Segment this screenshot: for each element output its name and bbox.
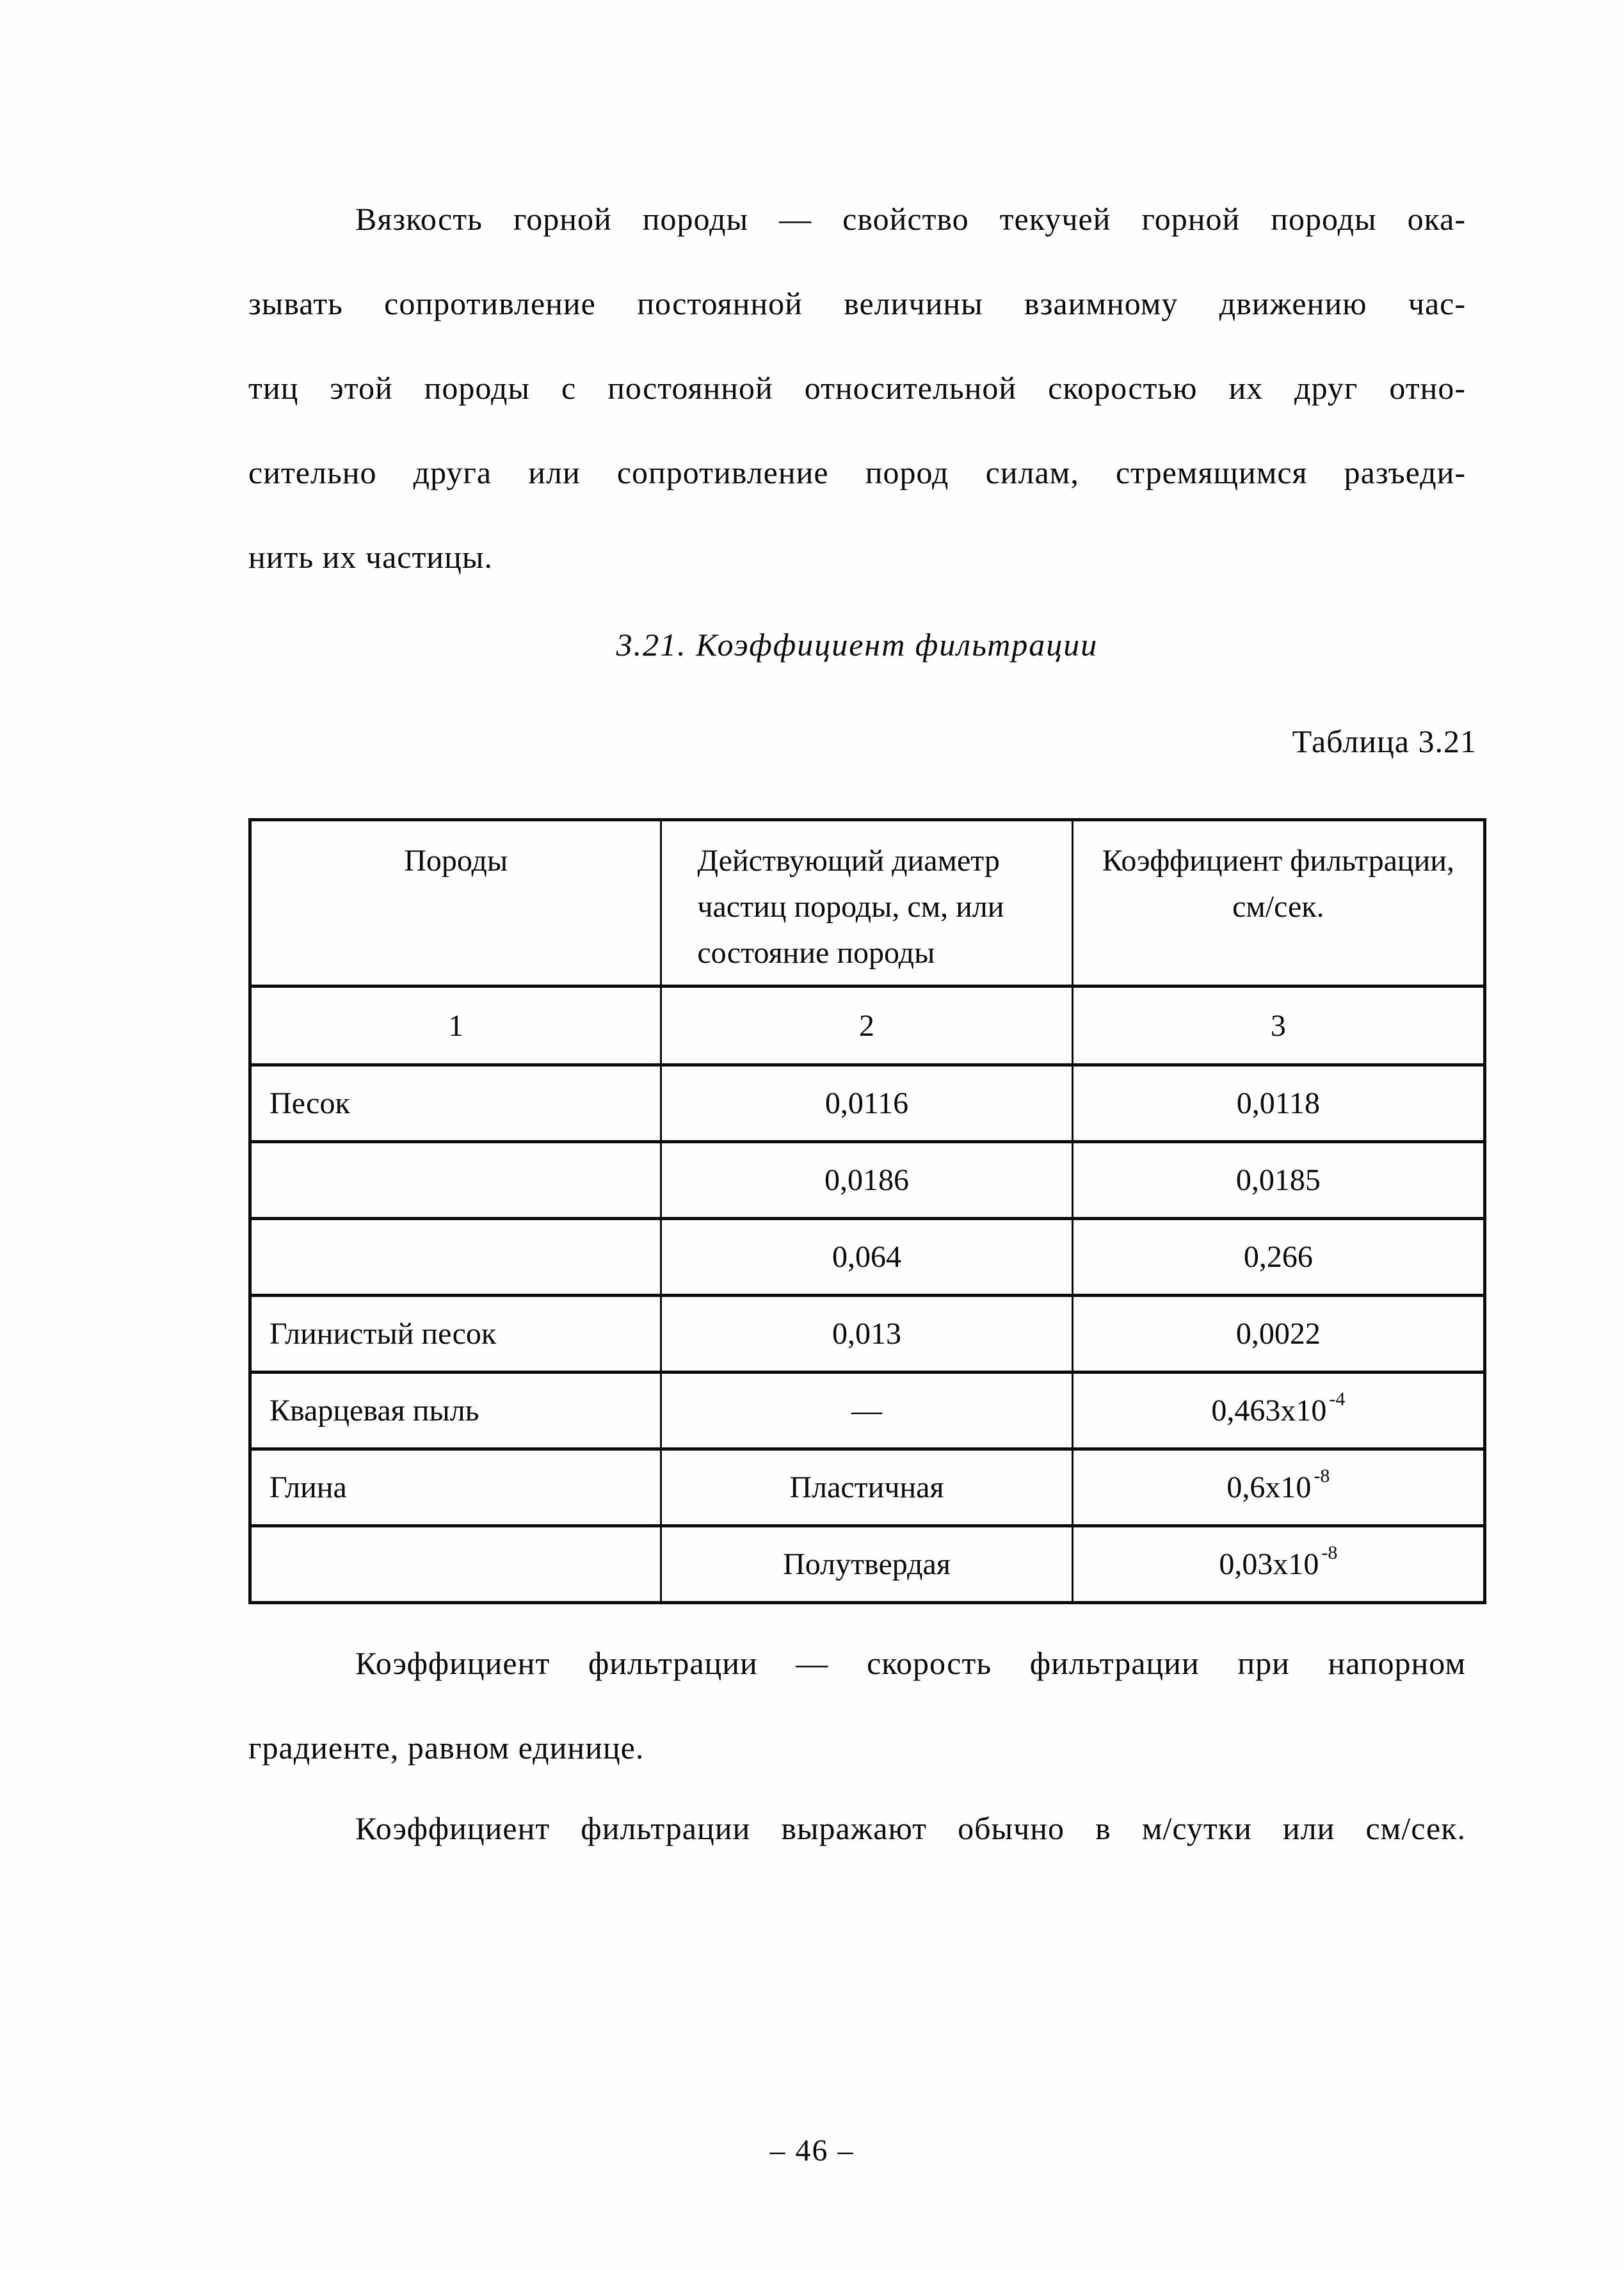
cell-diameter: 0,013 [661,1296,1072,1372]
paragraph-line: градиенте, равном единице. [248,1730,645,1766]
cell-diameter: 0,064 [661,1219,1072,1296]
cell-rock: Глинистый песок [250,1296,661,1372]
table-row [250,1142,1485,1219]
cell-rock: Кварцевая пыль [250,1372,661,1449]
coefficient-base: 0,03x10 [1219,1547,1319,1581]
paragraph-line: Коэффициент фильтрации выражают обычно в м/сутки или см/сек. [355,1810,1466,1846]
column-number-row [250,986,1485,1065]
table-row [250,1219,1485,1296]
cell-rock: Глина [250,1449,661,1526]
paragraph-line: тиц этой породы с постоянной относительной скоростью их друг отно- [248,370,1466,406]
table-caption: Таблица 3.21 [1292,723,1477,759]
coefficient-base: 0,6x10 [1226,1470,1312,1504]
table-row [250,1526,1485,1603]
cell-diameter: — [661,1372,1072,1449]
cell-rock: Песок [250,1065,661,1142]
cell-coefficient [1072,1526,1484,1603]
cell-coefficient [1072,1372,1484,1449]
paragraph-line: Коэффициент фильтрации — скорость фильтрации при напорном [355,1645,1466,1681]
header-cell-rocks: Породы [250,820,661,986]
paragraph-coefficient-definition [248,1621,1466,1790]
header-cell-diameter: Действующий диаметр частиц породы, см, или состояние породы [661,820,1072,986]
cell-diameter: Полутвердая [661,1526,1072,1603]
column-number: 1 [250,986,661,1065]
table-row [250,1296,1485,1372]
cell-diameter: Пластичная [661,1449,1072,1526]
cell-rock [250,1142,661,1219]
cell-coefficient [1072,1449,1484,1526]
cell-coefficient: 0,0022 [1072,1296,1484,1372]
header-cell-coefficient: Коэффициент фильтрации, см/сек. [1072,820,1484,986]
paragraph-viscosity-definition [248,177,1466,599]
section-heading: 3.21. Коэффициент фильтрации [616,627,1098,663]
paragraph-line: Вязкость горной породы — свойство текучей горной породы ока- [355,201,1466,237]
column-number: 3 [1072,986,1484,1065]
paragraph-line: зывать сопротивление постоянной величины взаимному движению час- [248,286,1466,321]
paragraph-line: сительно друга или сопротивление пород силам, стремящимся разъеди- [248,455,1466,490]
coefficient-exponent: -8 [1321,1542,1338,1563]
table-row [250,1065,1485,1142]
cell-diameter: 0,0186 [661,1142,1072,1219]
page-number: – 46 – [769,2134,855,2168]
coefficient-exponent: -4 [1329,1389,1346,1410]
paragraph-line: нить их частицы. [248,539,493,575]
coefficient-exponent: -8 [1314,1465,1330,1486]
table-row [250,1372,1485,1449]
coefficient-base: 0,463x10 [1211,1394,1327,1428]
cell-coefficient: 0,0118 [1072,1065,1484,1142]
table-row [250,1449,1485,1526]
cell-rock [250,1526,661,1603]
paragraph-coefficient-units [248,1786,1466,1871]
column-number: 2 [661,986,1072,1065]
cell-diameter: 0,0116 [661,1065,1072,1142]
cell-rock [250,1219,661,1296]
cell-coefficient: 0,0185 [1072,1142,1484,1219]
cell-coefficient: 0,266 [1072,1219,1484,1296]
table-header-row [250,820,1485,986]
filtration-coefficient-table [248,818,1486,1604]
